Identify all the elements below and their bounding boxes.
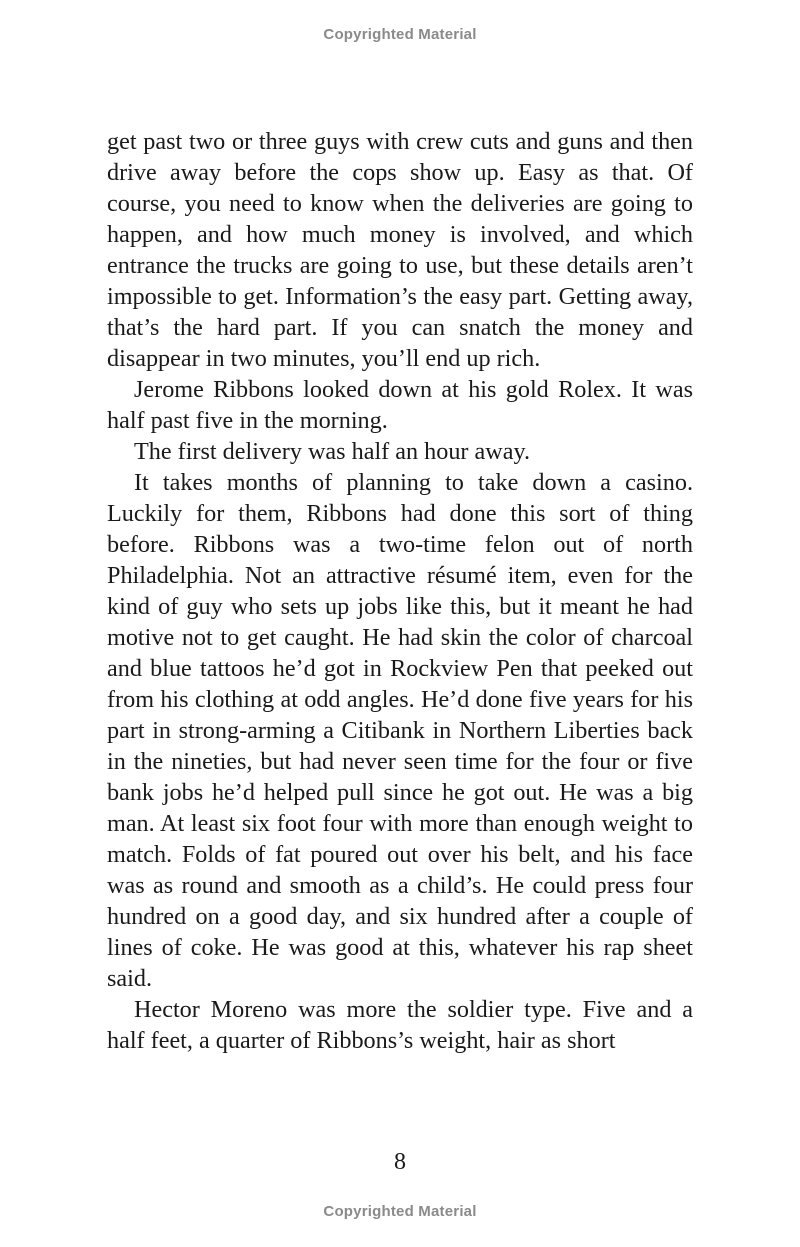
page-number: 8: [394, 1149, 406, 1175]
paragraph-4: It takes months of planning to take down a casino. Luckily for them, Ribbons had done this sort of thing before. Ribbons was a two-time felon out of north Philadelphia. Not an attractive résumé item, even for the kind of guy who sets up jobs like this, but it meant he had motive not to get caught. He had skin the color of charcoal and blue tattoos he’d got in Rockview Pen that peeked out from his clothing at odd angles. He’d done five years for his part in strong-arming a Citibank in Northern Liberties back in the nineties, but had never seen time for the four or five bank jobs he’d helped pull since he got out. He was a big man. At least six foot four with more than enough weight to match. Folds of fat poured out over his belt, and his face was as round and smooth as a child’s. He could press four hundred on a good day, and six hundred after a couple of lines of coke. He was good at this, whatever his rap sheet said.: [107, 469, 693, 992]
page-body-text: [107, 126, 693, 1056]
paragraph-2: Jerome Ribbons looked down at his gold Rolex. It was half past five in the morning.: [107, 376, 693, 434]
copyright-watermark-bottom: Copyrighted Material: [323, 1203, 477, 1220]
paragraph-1: get past two or three guys with crew cuts and guns and then drive away before the cops show up. Easy as that. Of course, you need to know when the deliveries are going to happen, and how much money is involved, and which entrance the trucks are going to use, but these details aren’t impossible to get. Information’s the easy part. Getting away, that’s the hard part. If you can snatch the money and disappear in two minutes, you’ll end up rich.: [107, 128, 693, 372]
paragraph-5: Hector Moreno was more the soldier type. Five and a half feet, a quarter of Ribbons’s weight, hair as short: [107, 996, 693, 1054]
copyright-watermark-top: Copyrighted Material: [323, 26, 477, 43]
paragraph-3: The first delivery was half an hour away.: [134, 438, 531, 465]
